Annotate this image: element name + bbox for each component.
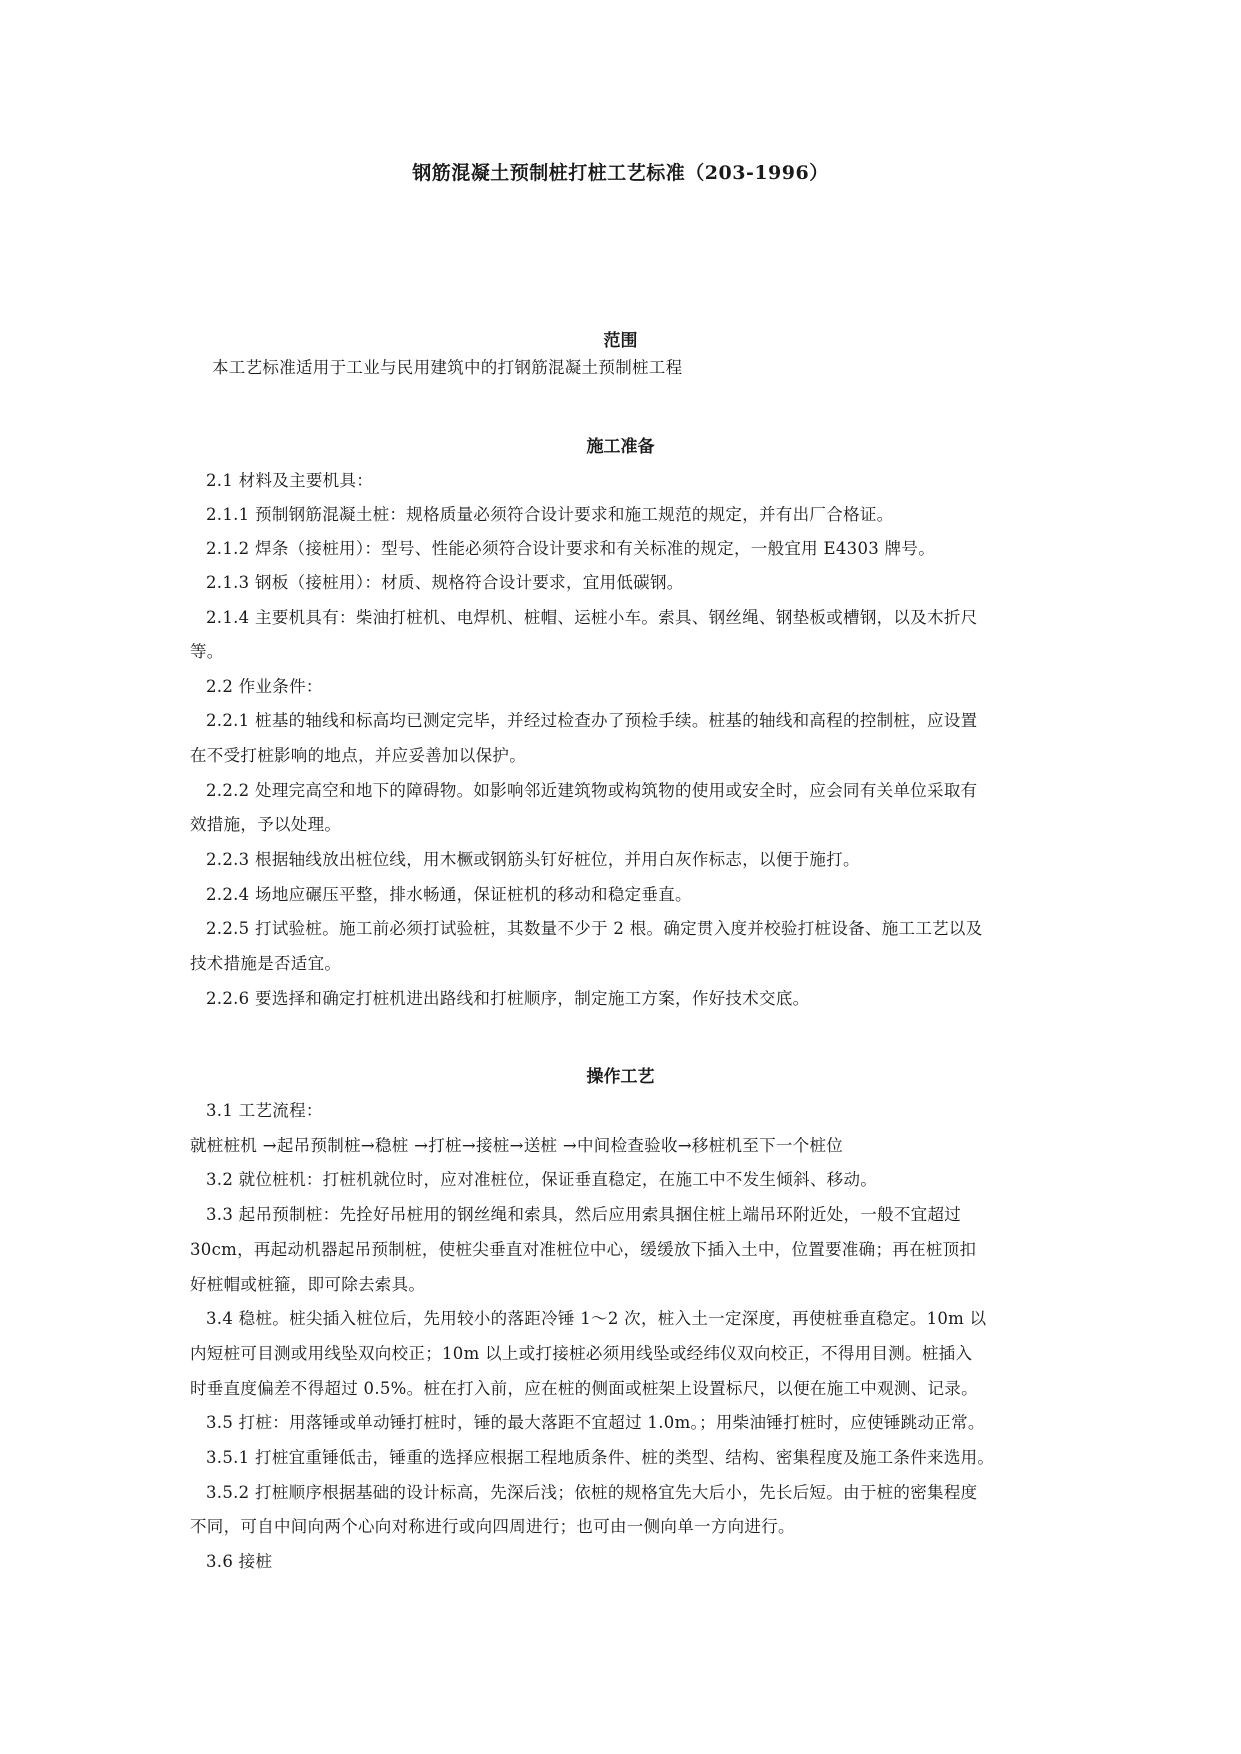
paragraph-line: 3.6 接桩 <box>206 1552 273 1571</box>
section-heading-operation: 操作工艺 <box>586 1067 655 1087</box>
paragraph-line: 30cm，再起动机器起吊预制桩，使桩尖垂直对准桩位中心，缓缓放下插入土中，位置要准确；再在桩顶扣 <box>190 1240 977 1259</box>
paragraph-line: 2.2.1 桩基的轴线和标高均已测定完毕，并经过检查办了预检手续。桩基的轴线和高程的控制桩，应设置 <box>206 711 978 730</box>
paragraph-line: 2.1.3 钢板（接桩用）：材质、规格符合设计要求，宜用低碳钢。 <box>206 573 684 592</box>
document-title: 钢筋混凝土预制桩打桩工艺标准（203-1996） <box>412 162 829 184</box>
paragraph-line: 技术措施是否适宜。 <box>190 954 342 973</box>
paragraph-line: 内短桩可目测或用线坠双向校正；10m 以上或打接桩必须用线坠或经纬仪双向校正，不得用目测。桩插入 <box>190 1344 973 1363</box>
paragraph-line: 3.4 稳桩。桩尖插入桩位后，先用较小的落距冷锤 1～2 次，桩入土一定深度，再使桩垂直稳定。10m 以 <box>206 1309 987 1328</box>
paragraph-line: 3.3 起吊预制桩：先拴好吊桩用的钢丝绳和索具，然后应用索具捆住桩上端吊环附近处，一般不宜超过 <box>206 1205 962 1224</box>
paragraph-line: 2.1.4 主要机具有：柴油打桩机、电焊机、桩帽、运桩小车。索具、钢丝绳、钢垫板或槽钢，以及木折尺 <box>206 608 978 627</box>
paragraph-line: 等。 <box>190 642 224 661</box>
paragraph-line: 3.1 工艺流程： <box>206 1101 323 1120</box>
paragraph-line: 3.5.2 打桩顺序根据基础的设计标高，先深后浅；依桩的规格宜先大后小，先长后短。由于桩的密集程度 <box>206 1483 978 1502</box>
paragraph-line: 好桩帽或桩箍，即可除去索具。 <box>190 1275 426 1294</box>
paragraph-line: 3.5 打桩：用落锤或单动锤打桩时，锤的最大落距不宜超过 1.0m。；用柴油锤打桩时，应使锤跳动正常。 <box>206 1413 985 1432</box>
paragraph-line: 效措施，予以处理。 <box>190 815 342 834</box>
paragraph-line: 2.2.6 要选择和确定打桩机进出路线和打桩顺序，制定施工方案，作好技术交底。 <box>206 989 810 1008</box>
section-heading-preparation: 施工准备 <box>586 437 655 457</box>
paragraph-line: 2.1.2 焊条（接桩用）：型号、性能必须符合设计要求和有关标准的规定，一般宜用 E4303 牌号。 <box>206 539 936 558</box>
paragraph-line: 3.5.1 打桩宜重锤低击，锤重的选择应根据工程地质条件、桩的类型、结构、密集程度及施工条件来选用。 <box>206 1448 995 1467</box>
paragraph-line: 本工艺标准适用于工业与民用建筑中的打钢筋混凝土预制桩工程 <box>212 358 683 377</box>
paragraph-line: 在不受打桩影响的地点，并应妥善加以保护。 <box>190 746 526 765</box>
section-heading-scope: 范围 <box>603 331 638 351</box>
paragraph-line: 时垂直度偏差不得超过 0.5%。桩在打入前，应在桩的侧面或桩架上设置标尺，以便在施工中观测、记录。 <box>190 1379 978 1398</box>
paragraph-line: 2.2.3 根据轴线放出桩位线，用木橛或钢筋头钉好桩位，并用白灰作标志，以便于施打。 <box>206 850 860 869</box>
paragraph-line: 2.1 材料及主要机具： <box>206 471 374 490</box>
paragraph-line: 2.2.2 处理完高空和地下的障碍物。如影响邻近建筑物或构筑物的使用或安全时，应会同有关单位采取有 <box>206 781 978 800</box>
paragraph-line: 2.2.5 打试验桩。施工前必须打试验桩，其数量不少于 2 根。确定贯入度并校验打桩设备、施工工艺以及 <box>206 919 983 938</box>
process-flow-line: 就桩桩机 →起吊预制桩→稳桩 →打桩→接桩→送桩 →中间检查验收→移桩机至下一个桩位 <box>190 1136 844 1155</box>
paragraph-line: 2.1.1 预制钢筋混凝土桩：规格质量必须符合设计要求和施工规范的规定，并有出厂合格证。 <box>206 505 894 524</box>
paragraph-line: 2.2.4 场地应碾压平整，排水畅通，保证桩机的移动和稳定垂直。 <box>206 885 692 904</box>
paragraph-line: 不同，可自中间向两个心向对称进行或向四周进行；也可由一侧向单一方向进行。 <box>190 1517 795 1536</box>
paragraph-line: 3.2 就位桩机：打桩机就位时，应对准桩位，保证垂直稳定，在施工中不发生倾斜、移动。 <box>206 1170 878 1189</box>
paragraph-line: 2.2 作业条件： <box>206 677 323 696</box>
